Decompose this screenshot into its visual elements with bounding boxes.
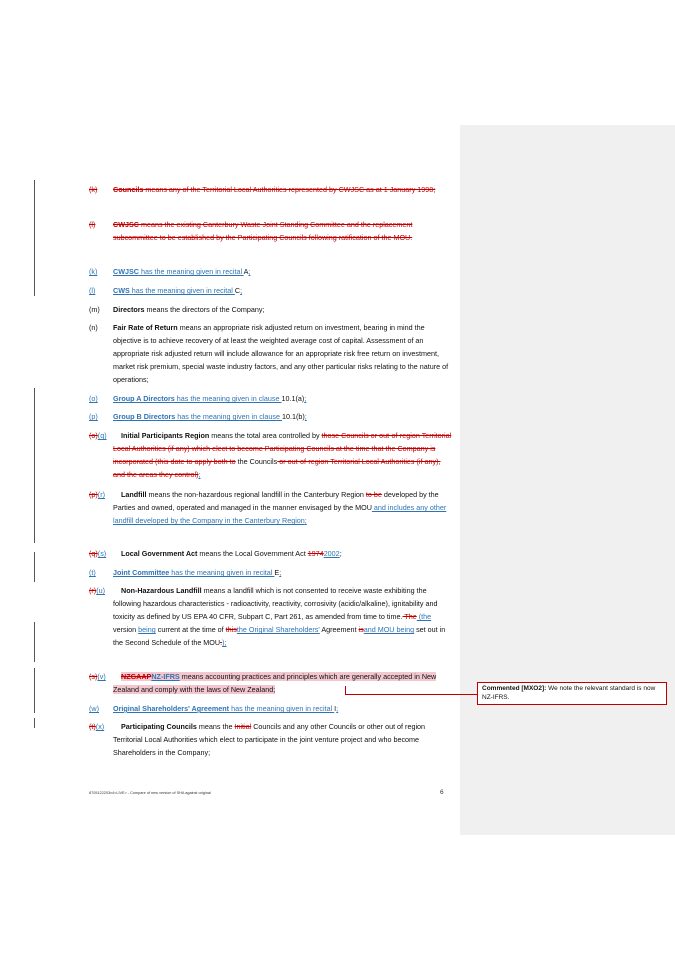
punctuation: ; — [304, 412, 307, 421]
deleted-text: those Councils or out-of-region Territorial Local Authorities (if any) which elect to become Participating Councils at the time that the Company is incorporated (this date to apply both to — [113, 431, 452, 467]
definition-text: developed by the Parties and owned, operated and managed in the manner envisaged by the MOU — [113, 490, 439, 513]
clause-label: (t) — [89, 568, 96, 577]
recital-reference: I — [334, 704, 337, 713]
punctuation: ; — [304, 394, 307, 403]
deleted-text: this — [225, 625, 237, 635]
defined-term: Group B Directors — [113, 412, 176, 421]
clause-label — [89, 547, 106, 560]
commented-range[interactable] — [113, 672, 436, 694]
label-inserted: (q) — [97, 431, 107, 440]
label-inserted: (x) — [95, 722, 105, 731]
punctuation: ; — [279, 568, 282, 577]
clause-label: (w) — [89, 704, 99, 713]
inserted-text: the Original Shareholders' — [236, 625, 320, 635]
change-bar — [34, 668, 35, 713]
definition-text: has the meaning given in recital — [169, 568, 275, 577]
punctuation: ; — [339, 549, 342, 558]
defined-term-deleted: NZGAAP — [121, 672, 152, 681]
inserted-text: being — [138, 625, 156, 635]
definition-non-hazardous-landfill — [89, 584, 454, 649]
change-bar — [34, 388, 35, 543]
clause-label — [89, 488, 105, 501]
defined-term: Non-Hazardous Landfill — [121, 586, 202, 595]
definition-group-a-directors — [89, 392, 454, 405]
definition-text: means an appropriate risk adjusted return on investment, bearing in mind the objective is to achieve recovery of at least the weighted average cost of capital. Assessment of an appropriate risk adjusted return will include allowance for an appropriate risk free return on investment, market risk premium, special waste industry factors, and any other particular risks relating to the nature of operations; — [113, 323, 449, 385]
definition-text: has the meaning given in recital — [138, 267, 244, 276]
inserted-text: ); — [222, 638, 227, 648]
deleted-text: to be — [365, 490, 382, 499]
clause-label: (m) — [89, 305, 100, 314]
clause-label — [89, 584, 105, 597]
defined-term-inserted: NZ-IFRS — [151, 672, 180, 681]
definition-text: means any of the Territorial Local Authorities represented by CWJSC as at 1 January 1998; — [143, 185, 436, 194]
definition-landfill — [89, 488, 454, 527]
clause-label: (o) — [89, 394, 98, 403]
comments-margin — [460, 125, 675, 835]
change-bar — [34, 622, 35, 662]
clause-reference: 10.1(b) — [282, 412, 305, 421]
definition-directors — [89, 303, 454, 316]
definition-participating-councils — [89, 720, 454, 759]
recital-reference: E — [274, 568, 280, 577]
deleted-text: or out-of-region Territorial Local Authorities (if any), and the areas they control) — [113, 457, 441, 480]
defined-term: Directors — [113, 305, 145, 314]
clause-label — [89, 670, 106, 683]
definition-joint-committee — [89, 566, 454, 579]
defined-term: Group A Directors — [113, 394, 175, 403]
clause-label: (k) — [89, 185, 98, 194]
defined-term: CWS — [113, 286, 130, 295]
comment-text: We note the relevant standard is now NZ-IFRS. — [482, 685, 656, 701]
punctuation: ; — [336, 704, 339, 713]
definition-cwjsc — [89, 265, 454, 278]
punctuation: ; — [240, 286, 243, 295]
definition-text: means a landfill which is not consented to receive waste exhibiting the following hazardous characteristics - radioactivity, reactivity, corrosivity (acidic/alkaline), ignitability and toxicity as defined by US EPA 40 CFR, Subpart C, Part 261, as amended from time to time. — [113, 586, 438, 622]
defined-term: Original Shareholders' Agreement — [113, 704, 230, 713]
definition-text: Agreement — [319, 625, 359, 635]
clause-label: (p) — [89, 412, 98, 421]
definition-text: Councils and any other Councils or other out of region Territorial Local Authorities which elect to participate in the joint venture project and who become Shareholders in the Company; — [113, 722, 426, 758]
defined-term: Councils — [113, 185, 144, 194]
definition-text: set out in the Second Schedule of the MOU — [113, 625, 446, 648]
page-number: 6 — [440, 789, 444, 796]
definition-local-government-act — [89, 547, 454, 560]
definition-original-shareholders-agreement — [89, 702, 454, 715]
punctuation: ; — [248, 267, 251, 276]
defined-term: Landfill — [121, 490, 147, 499]
label-inserted: (u) — [96, 586, 105, 595]
label-inserted: (r) — [97, 490, 105, 499]
label-inserted: (s) — [97, 549, 107, 558]
comment-balloon[interactable] — [477, 682, 667, 705]
label-deleted: (q) — [89, 549, 98, 558]
definition-text: has the meaning given in recital — [229, 704, 335, 713]
label-deleted: (t) — [89, 722, 96, 731]
definition-text: has the meaning given in clause — [175, 412, 282, 421]
defined-term: CWJSC — [113, 267, 139, 276]
clause-label — [89, 429, 107, 442]
clause-label: (l) — [89, 220, 96, 229]
deleted-text: 1974 — [307, 549, 324, 558]
change-bar — [34, 552, 35, 582]
definition-cwjsc-deleted — [89, 218, 454, 244]
label-deleted: (s) — [89, 672, 98, 681]
defined-term: Local Government Act — [121, 549, 198, 558]
footer-document-reference: 8705122203v4<LIVE> - Compare of new version of SHA against original — [89, 791, 211, 795]
clause-label: (k) — [89, 267, 98, 276]
definition-text: means the Local Government Act — [197, 549, 308, 558]
recital-reference: A — [243, 267, 249, 276]
deleted-text: Initial — [234, 722, 252, 731]
comment-connector-line — [345, 694, 477, 695]
comment-author: Commented [MXO2]: — [482, 685, 547, 692]
inserted-text: and MOU being — [363, 625, 415, 635]
definition-text: means the non-hazardous regional landfill in the Canterbury Region — [146, 490, 366, 499]
label-deleted: (r) — [89, 586, 97, 595]
inserted-text: and includes any other landfill developed by the Company in the Canterbury Region — [113, 503, 447, 526]
deleted-text: is — [358, 625, 364, 635]
definition-cws — [89, 284, 454, 297]
comment-anchor-line — [345, 686, 346, 694]
definition-text: means accounting practices and principles which are generally accepted in New Zealand and comply with the laws of New Zealand; — [113, 672, 437, 695]
deleted-text: . — [220, 638, 223, 648]
definition-text: means the — [196, 722, 235, 731]
punctuation: ; — [198, 470, 201, 480]
recital-reference: C — [234, 286, 241, 295]
deleted-text: The — [402, 612, 417, 622]
definition-text: means the existing Canterbury Waste Joint Standing Committee and the replacement subcommittee to be established by the Participating Councils following ratification of the MOU. — [113, 220, 413, 243]
definition-group-b-directors — [89, 410, 454, 423]
definition-councils-deleted — [89, 183, 454, 196]
inserted-text: (the — [416, 612, 432, 622]
definition-text: has the meaning given in clause — [174, 394, 282, 403]
defined-term: Participating Councils — [121, 722, 197, 731]
defined-term: Fair Rate of Return — [113, 323, 178, 332]
definition-text: means the directors of the Company; — [144, 305, 265, 314]
clause-label: (n) — [89, 323, 98, 332]
definition-initial-participants-region — [89, 429, 454, 481]
definition-fair-rate-of-return — [89, 321, 454, 386]
punctuation: ; — [304, 516, 307, 526]
defined-term: Initial Participants Region — [121, 431, 210, 440]
inserted-text: 2002 — [323, 549, 340, 558]
change-bar — [34, 180, 35, 296]
label-inserted: (v) — [97, 672, 106, 681]
definition-text: the Councils — [235, 457, 278, 467]
label-deleted: (p) — [89, 490, 98, 499]
defined-term: CWJSC — [113, 220, 139, 229]
clause-label: (l) — [89, 286, 96, 295]
definition-text: means the total area controlled by — [209, 431, 322, 440]
clause-label — [89, 720, 104, 733]
change-bar — [34, 718, 35, 728]
definition-text: version — [113, 625, 139, 635]
defined-term: Joint Committee — [113, 568, 170, 577]
definition-text: current at the time of — [155, 625, 226, 635]
definition-nz-ifrs — [89, 670, 454, 696]
definition-text: has the meaning given in recital — [129, 286, 235, 295]
label-deleted: (o) — [89, 431, 98, 440]
clause-reference: 10.1(a) — [281, 394, 305, 403]
